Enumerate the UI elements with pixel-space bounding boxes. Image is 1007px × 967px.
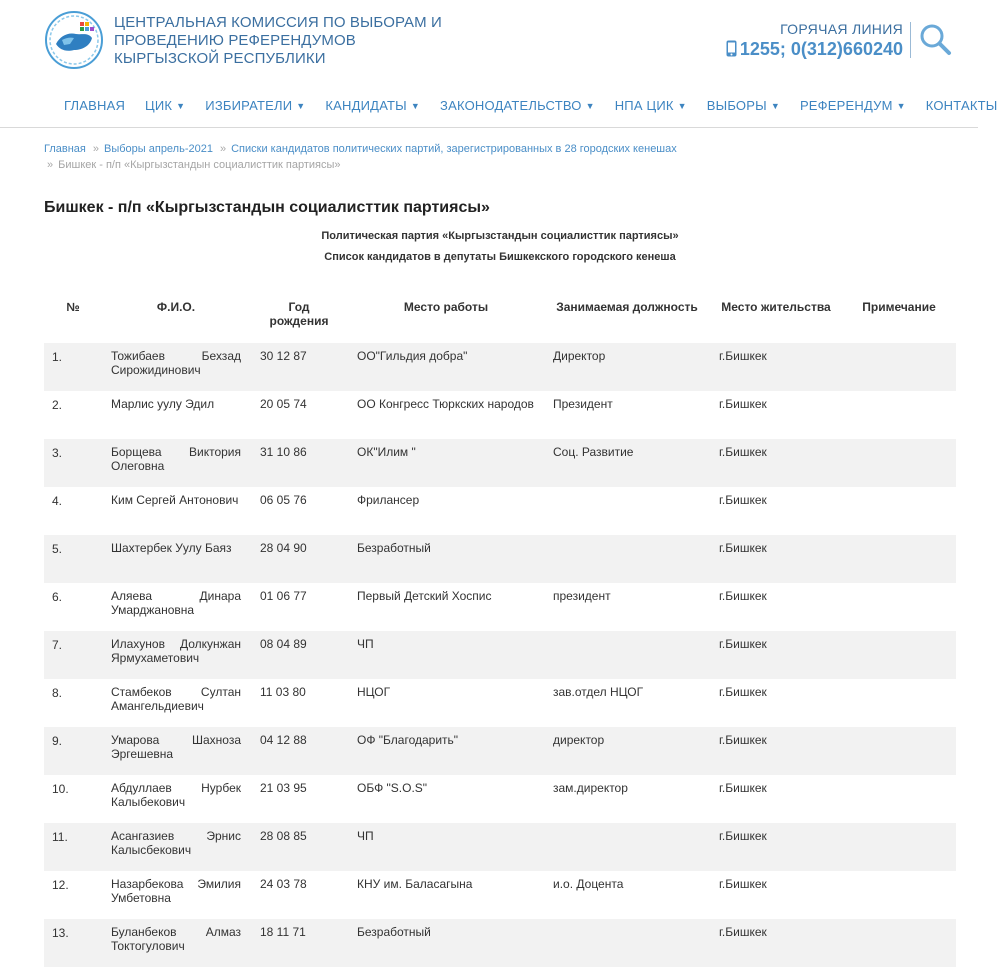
cell-residence: г.Бишкек [719, 349, 767, 363]
caret-down-icon: ▼ [410, 101, 421, 111]
breadcrumb-link[interactable]: Списки кандидатов политических партий, зарегистрированных в 28 городских кенешах [231, 143, 677, 155]
nav-item-label: ГЛАВНАЯ [64, 98, 126, 113]
cell-residence: г.Бишкек [719, 541, 767, 555]
site-header [0, 0, 978, 88]
th-work: Место работы [403, 300, 489, 314]
cell-dob: 30 12 87 [260, 349, 307, 363]
cell-residence: г.Бишкек [719, 637, 767, 651]
th-name: Ф.И.О. [156, 300, 196, 314]
cell-work: ОБФ "S.O.S" [357, 781, 428, 795]
nav-item-1[interactable] [54, 98, 135, 113]
breadcrumb-link[interactable]: Главная [44, 143, 86, 155]
cell-residence: г.Бишкек [719, 925, 767, 939]
cell-residence: г.Бишкек [719, 877, 767, 891]
cell-work: ОФ "Благодарить" [357, 733, 459, 747]
cell-num: 2. [52, 398, 63, 412]
table-row [44, 631, 956, 679]
table-row [44, 583, 956, 631]
search-icon[interactable] [918, 22, 952, 56]
phone-icon [726, 40, 737, 57]
nav-item-label: ЗАКОНОДАТЕЛЬСТВО [440, 98, 582, 113]
nav-item-7[interactable] [697, 98, 790, 113]
cell-num: 3. [52, 446, 63, 460]
cell-position: зав.отдел НЦОГ [553, 685, 644, 699]
cell-name: Марлис уулу Эдил [111, 397, 215, 411]
caret-down-icon: ▼ [896, 101, 906, 111]
nav-item-8[interactable] [790, 98, 916, 113]
cell-work: Первый Детский Хоспис [357, 589, 492, 603]
nav-item-4[interactable] [315, 98, 430, 113]
cell-num: 10. [52, 782, 69, 796]
cell-dob: 20 05 74 [260, 397, 307, 411]
hotline-phone-number: 1255; 0(312)660240 [739, 39, 903, 59]
cell-num: 8. [52, 686, 63, 700]
cell-position: Соц. Развитие [553, 445, 634, 459]
cell-name: Тожибаев Бехзад Сирожидинович [111, 349, 241, 377]
cell-work: НЦОГ [357, 685, 391, 699]
cell-num: 6. [52, 590, 63, 604]
nav-item-3[interactable] [195, 98, 315, 113]
header-divider [910, 22, 911, 58]
cell-position: Президент [553, 397, 613, 411]
cell-position: президент [553, 589, 611, 603]
cell-position: Директор [553, 349, 606, 363]
table-row [44, 919, 956, 967]
nav-item-label: ИЗБИРАТЕЛИ [205, 98, 293, 113]
cell-name: Шахтербек Уулу Баяз [111, 541, 232, 555]
th-note: Примечание [862, 300, 936, 314]
cell-name: Ким Сергей Антонович [111, 493, 239, 507]
cell-name: Буланбеков Алмаз Токтогулович [111, 925, 241, 953]
hotline-label: ГОРЯЧАЯ ЛИНИЯ [780, 21, 903, 37]
main-nav [0, 88, 998, 128]
cell-work: Фрилансер [357, 493, 420, 507]
hotline-phone[interactable] [726, 39, 903, 60]
table-header [44, 300, 956, 342]
cell-num: 1. [52, 350, 63, 364]
breadcrumb [44, 141, 724, 173]
table-row [44, 775, 956, 823]
cell-dob: 24 03 78 [260, 877, 307, 891]
nav-item-5[interactable] [430, 98, 605, 113]
th-residence: Место жительства [721, 300, 831, 314]
nav-item-label: ВЫБОРЫ [706, 98, 767, 113]
cell-residence: г.Бишкек [719, 781, 767, 795]
nav-item-label: КАНДИДАТЫ [325, 98, 407, 113]
breadcrumb-link[interactable]: Выборы апрель-2021 [104, 143, 213, 155]
cell-work: ОО Конгресс Тюркских народов [357, 397, 534, 411]
nav-item-label: НПА ЦИК [614, 98, 674, 113]
cell-work: ЧП [357, 637, 374, 651]
breadcrumb-separator: » [219, 143, 227, 155]
table-row [44, 679, 956, 727]
th-num: № [66, 300, 80, 314]
cell-dob: 06 05 76 [260, 493, 307, 507]
cell-position: и.о. Доцента [553, 877, 624, 891]
hotline [726, 21, 903, 60]
cell-num: 12. [52, 878, 69, 892]
cell-dob: 11 03 80 [260, 685, 306, 699]
table-row [44, 439, 956, 487]
cell-residence: г.Бишкек [719, 493, 767, 507]
main-nav-items [54, 98, 1007, 113]
cell-work: КНУ им. Баласагына [357, 877, 473, 891]
cell-dob: 18 11 71 [260, 925, 306, 939]
cell-dob: 28 04 90 [260, 541, 307, 555]
nav-item-label: КОНТАКТЫ [925, 98, 998, 113]
cell-work: Безработный [357, 541, 431, 555]
cell-name: Назарбекова Эмилия Умбетовна [111, 877, 241, 905]
cell-num: 11. [52, 830, 68, 844]
breadcrumb-separator: » [92, 143, 99, 155]
cell-dob: 31 10 86 [260, 445, 307, 459]
org-title[interactable]: ЦЕНТРАЛЬНАЯ КОМИССИЯ ПО ВЫБОРАМ И ПРОВЕДЕНИЮ РЕФЕРЕНДУМОВ КЫРГЫЗСКОЙ РЕСПУБЛИКИ [114, 14, 442, 67]
breadcrumb-current: Бишкек - п/п «Кыргызстандын социалисттик партиясы» [58, 159, 341, 171]
cell-dob: 04 12 88 [260, 733, 307, 747]
table-row [44, 727, 956, 775]
table-row [44, 535, 956, 583]
cell-num: 5. [52, 542, 63, 556]
cell-work: ОО"Гильдия добра" [357, 349, 468, 363]
cell-num: 7. [52, 638, 63, 652]
cell-num: 13. [52, 926, 69, 940]
nav-item-2[interactable] [135, 98, 195, 113]
caret-down-icon: ▼ [677, 101, 687, 111]
cell-residence: г.Бишкек [719, 445, 767, 459]
cell-name: Борщева Виктория Олеговна [111, 445, 241, 473]
nav-item-label: РЕФЕРЕНДУМ [799, 98, 893, 113]
cell-residence: г.Бишкек [719, 589, 767, 603]
cell-residence: г.Бишкек [719, 397, 767, 411]
cell-name: Умарова Шахноза Эргешевна [111, 733, 241, 761]
nav-item-6[interactable] [605, 98, 697, 113]
cell-work: Безработный [357, 925, 431, 939]
cell-work: ОК"Илим " [357, 445, 416, 459]
cell-residence: г.Бишкек [719, 829, 767, 843]
cell-dob: 08 04 89 [260, 637, 307, 651]
cell-dob: 01 06 77 [260, 589, 307, 603]
caret-down-icon: ▼ [770, 101, 780, 111]
cell-name: Абдуллаев Нурбек Калыбекович [111, 781, 241, 809]
cell-residence: г.Бишкек [719, 733, 767, 747]
cec-logo-icon[interactable] [44, 10, 104, 70]
table-row [44, 391, 956, 439]
cell-work: ЧП [357, 829, 374, 843]
caret-down-icon: ▼ [176, 101, 186, 111]
candidates-table [44, 343, 956, 967]
party-subtitle: Политическая партия «Кыргызстандын социалисттик партиясы» [321, 230, 679, 242]
breadcrumb-separator: » [47, 159, 54, 171]
cell-num: 4. [52, 494, 63, 508]
cell-residence: г.Бишкек [719, 685, 767, 699]
list-subtitle: Список кандидатов в депутаты Бишкекского городского кенеша [324, 251, 676, 263]
cell-name: Аляева Динара Умарджановна [111, 589, 241, 617]
cell-name: Стамбеков Султан Амангельдиевич [111, 685, 241, 713]
cell-name: Илахунов Долкунжан Ярмухаметович [111, 637, 241, 665]
page-title: Бишкек - п/п «Кыргызстандын социалисттик партиясы» [44, 199, 490, 216]
table-row [44, 343, 956, 391]
table-row [44, 871, 956, 919]
caret-down-icon: ▼ [296, 101, 306, 111]
nav-item-9[interactable] [916, 98, 1007, 113]
table-row [44, 487, 956, 535]
cell-position: зам.директор [553, 781, 628, 795]
table-row [44, 823, 956, 871]
caret-down-icon: ▼ [585, 101, 595, 111]
nav-item-label: ЦИК [145, 98, 173, 113]
th-dob: Год рождения [269, 300, 329, 328]
th-position: Занимаемая должность [556, 300, 698, 314]
cell-position: директор [553, 733, 605, 747]
cell-dob: 21 03 95 [260, 781, 307, 795]
cell-name: Асангазиев Эрнис Калысбекович [111, 829, 241, 857]
cell-dob: 28 08 85 [260, 829, 307, 843]
cell-num: 9. [52, 734, 63, 748]
